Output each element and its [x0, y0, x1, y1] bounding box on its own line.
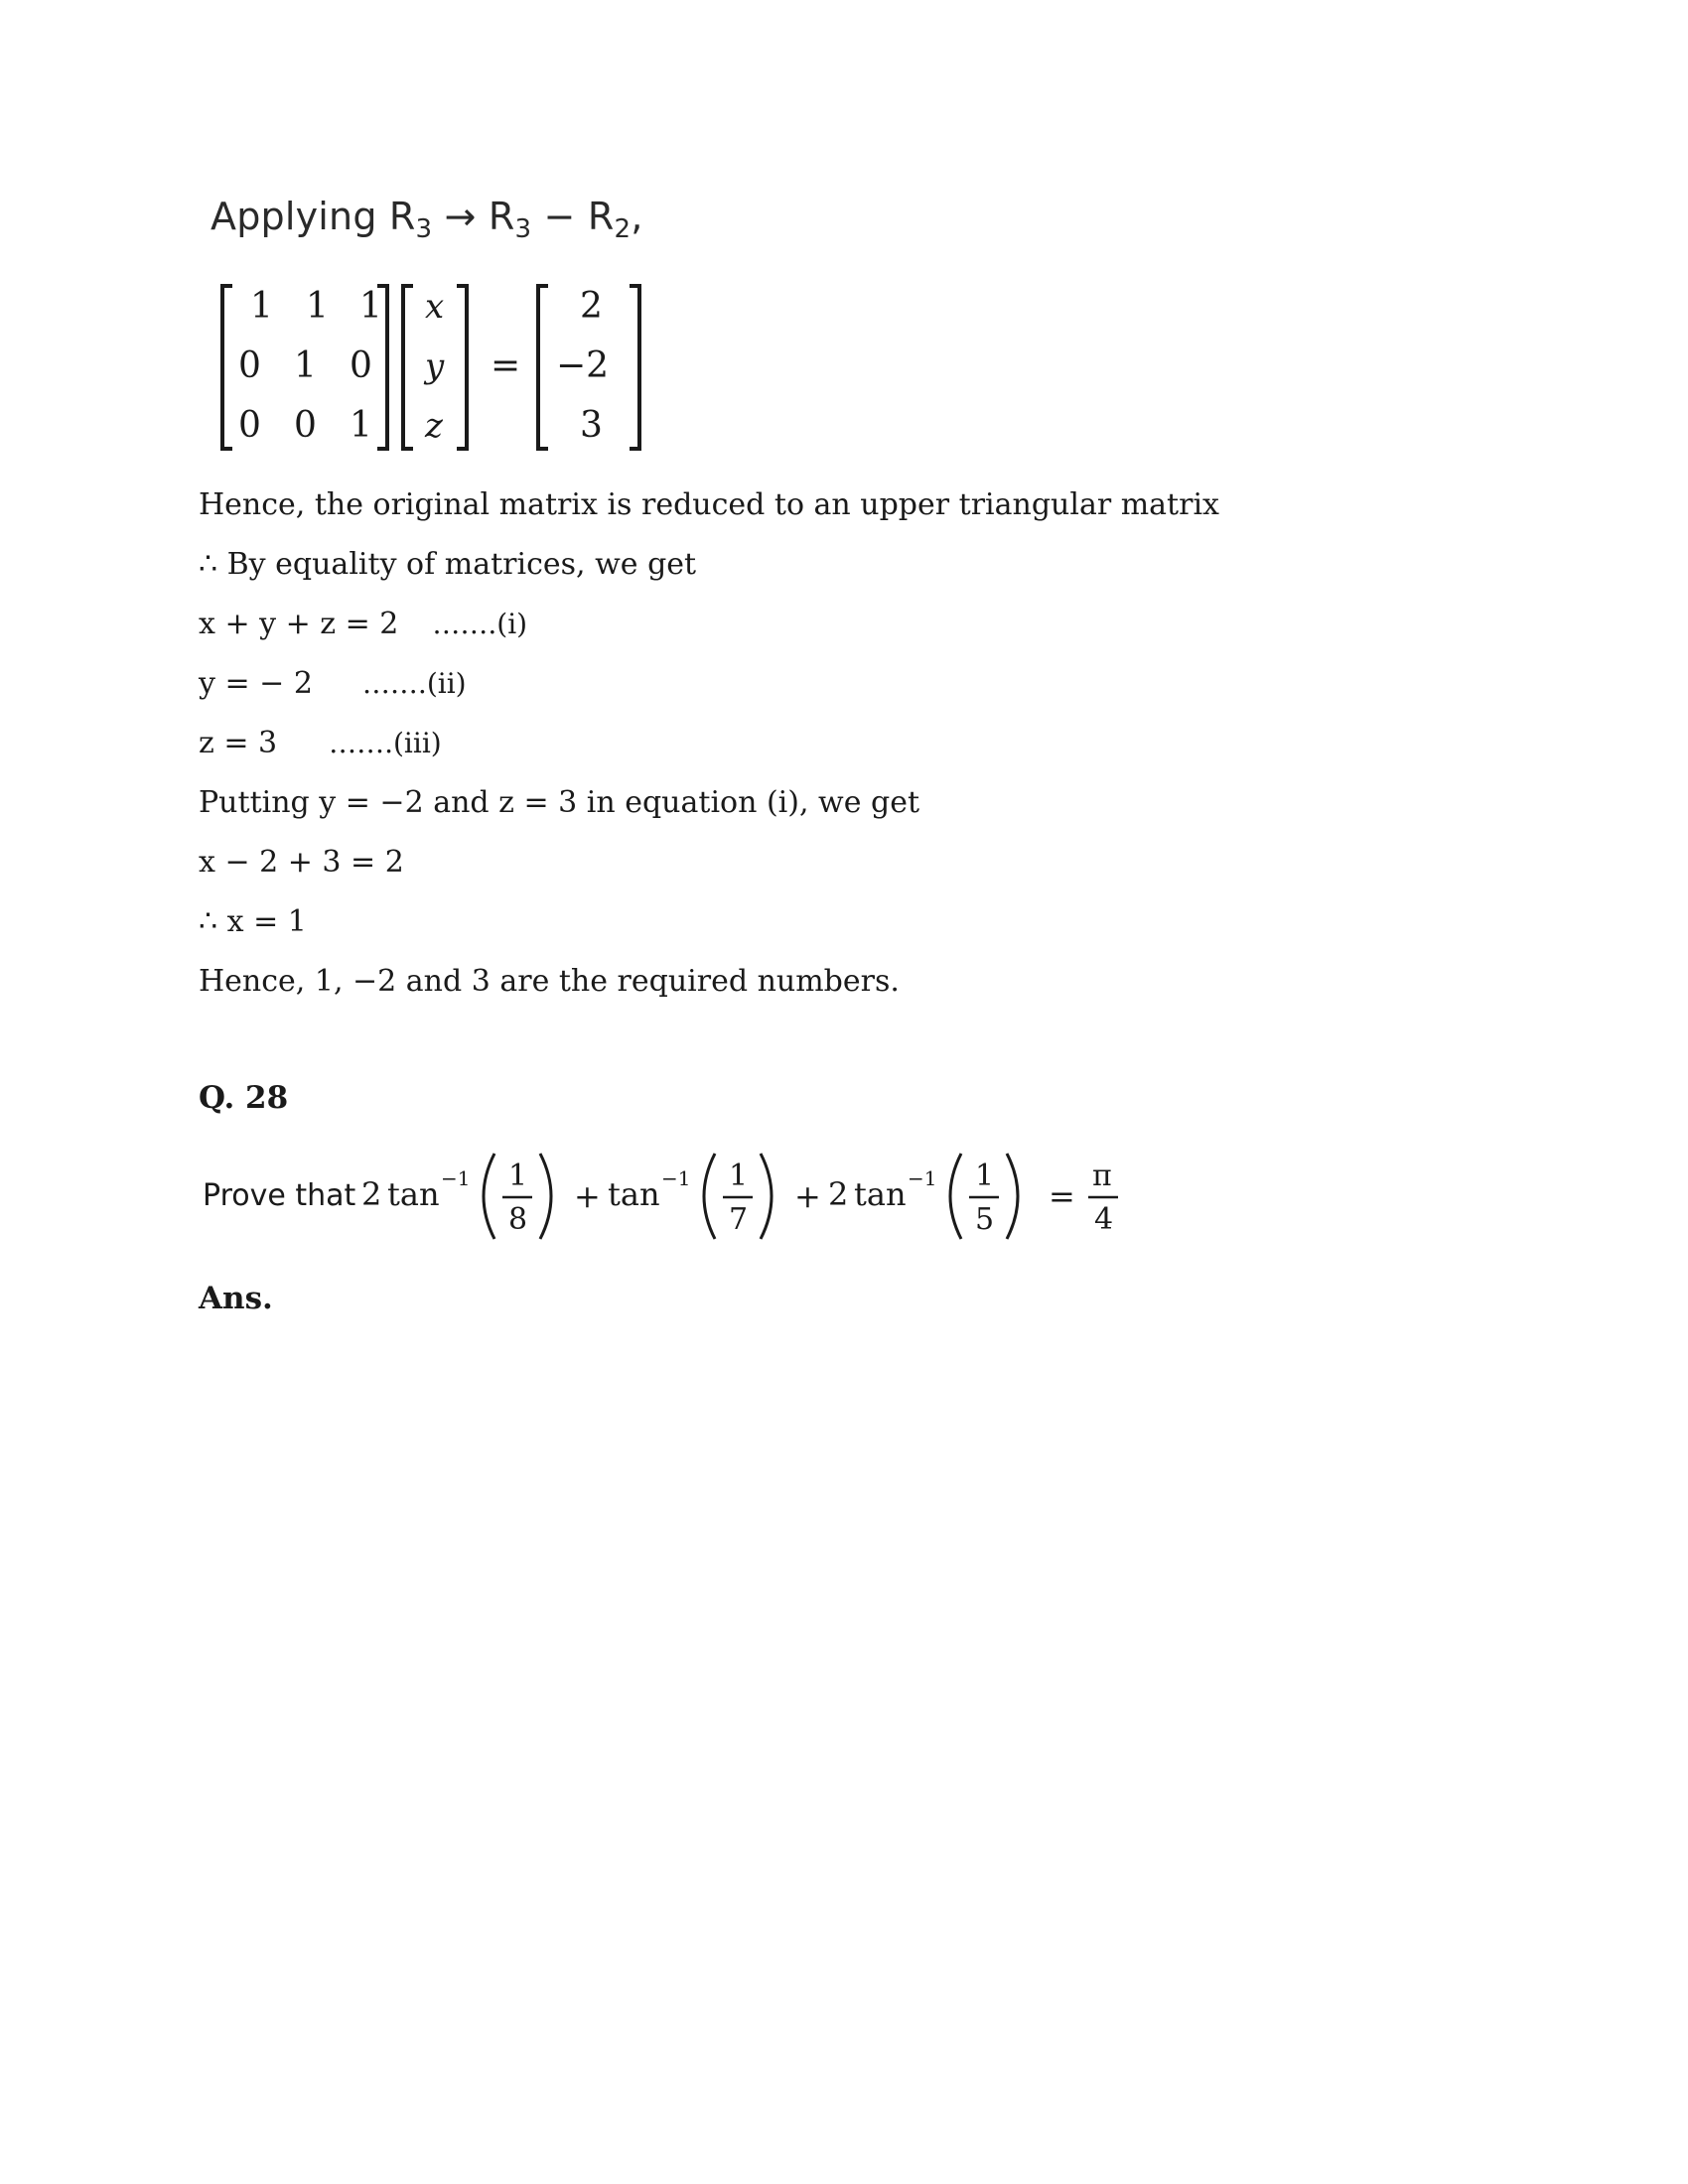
- prove-statement: [199, 1142, 1152, 1251]
- text-line-equality: ∴ By equality of matrices, we get: [199, 547, 697, 582]
- right-paren: [540, 1154, 551, 1239]
- left-bracket-constants: [538, 286, 548, 449]
- inverse-exponent: −1: [908, 1166, 937, 1190]
- coefficient-2: 2: [361, 1175, 382, 1213]
- equation-ii-text: y = − 2: [199, 666, 313, 701]
- matrix-cell: 0: [294, 405, 317, 446]
- left-bracket-coefficient: [222, 286, 232, 449]
- equals-sign: =: [491, 345, 521, 386]
- matrix-cell: 0: [350, 345, 372, 386]
- fraction-numerator: 1: [975, 1159, 995, 1193]
- fraction-denominator: 4: [1094, 1202, 1114, 1237]
- equation-label-iii: …….(iii): [329, 727, 442, 759]
- equals-sign: =: [1049, 1177, 1075, 1215]
- text-line-triangular: Hence, the original matrix is reduced to an upper triangular matrix: [199, 487, 1219, 522]
- fraction-numerator: 1: [729, 1159, 749, 1193]
- variable-y: y: [425, 346, 445, 386]
- matrix-cell: 1: [250, 286, 273, 327]
- equation-i-text: x + y + z = 2: [199, 607, 399, 641]
- variable-z: z: [425, 406, 443, 446]
- question-number: Q. 28: [199, 1080, 289, 1116]
- text-line-conclusion: Hence, 1, −2 and 3 are the required numbers.: [199, 964, 900, 999]
- equation-label-i: …….(i): [432, 608, 528, 640]
- fraction-denominator: 8: [508, 1202, 528, 1237]
- equation-iii: [199, 724, 442, 763]
- fraction-denominator: 5: [975, 1202, 995, 1237]
- left-paren: [950, 1154, 961, 1239]
- plus-sign: +: [574, 1177, 601, 1215]
- constant-cell: 2: [580, 286, 603, 327]
- tan-function: tan: [608, 1175, 660, 1213]
- matrix-cell: 1: [359, 286, 382, 327]
- constant-cell: 3: [580, 405, 603, 446]
- inverse-exponent: −1: [441, 1166, 471, 1190]
- right-bracket-variables: [457, 286, 467, 449]
- fraction-numerator: 1: [508, 1159, 528, 1193]
- right-paren: [761, 1154, 772, 1239]
- fraction-denominator: 7: [729, 1202, 749, 1237]
- answer-label: Ans.: [199, 1281, 273, 1316]
- matrix-cell: 1: [306, 286, 329, 327]
- right-bracket-constants: [630, 286, 639, 449]
- row-operation-label: Applying $R_3 \to R_3 - R_2$,: [211, 195, 643, 244]
- constant-cell: −2: [556, 345, 610, 386]
- right-paren: [1007, 1154, 1018, 1239]
- equation-iii-text: z = 3: [199, 726, 278, 760]
- inverse-exponent: −1: [661, 1166, 691, 1190]
- equation-ii: [199, 664, 467, 704]
- matrix-cell: 0: [238, 405, 261, 446]
- plus-sign: +: [794, 1177, 821, 1215]
- left-paren: [484, 1154, 494, 1239]
- matrix-cell: 1: [294, 345, 317, 386]
- matrix-cell: 0: [238, 345, 261, 386]
- left-bracket-variables: [403, 286, 413, 449]
- text-line-x-value: ∴ x = 1: [199, 904, 307, 939]
- equation-i: [199, 605, 527, 644]
- text-line-simplified: x − 2 + 3 = 2: [199, 845, 404, 880]
- prove-intro: Prove that: [203, 1178, 356, 1213]
- matrix-cell: 1: [350, 405, 372, 446]
- matrix-equation: [218, 278, 655, 457]
- text-line-substitution: Putting y = −2 and z = 3 in equation (i), we get: [199, 785, 920, 820]
- tan-function: tan: [387, 1175, 440, 1213]
- pi-numerator: π: [1092, 1159, 1112, 1193]
- coefficient-2: 2: [828, 1175, 849, 1213]
- variable-x: x: [425, 287, 445, 327]
- equation-label-ii: …….(ii): [361, 667, 467, 700]
- tan-function: tan: [854, 1175, 907, 1213]
- left-paren: [704, 1154, 715, 1239]
